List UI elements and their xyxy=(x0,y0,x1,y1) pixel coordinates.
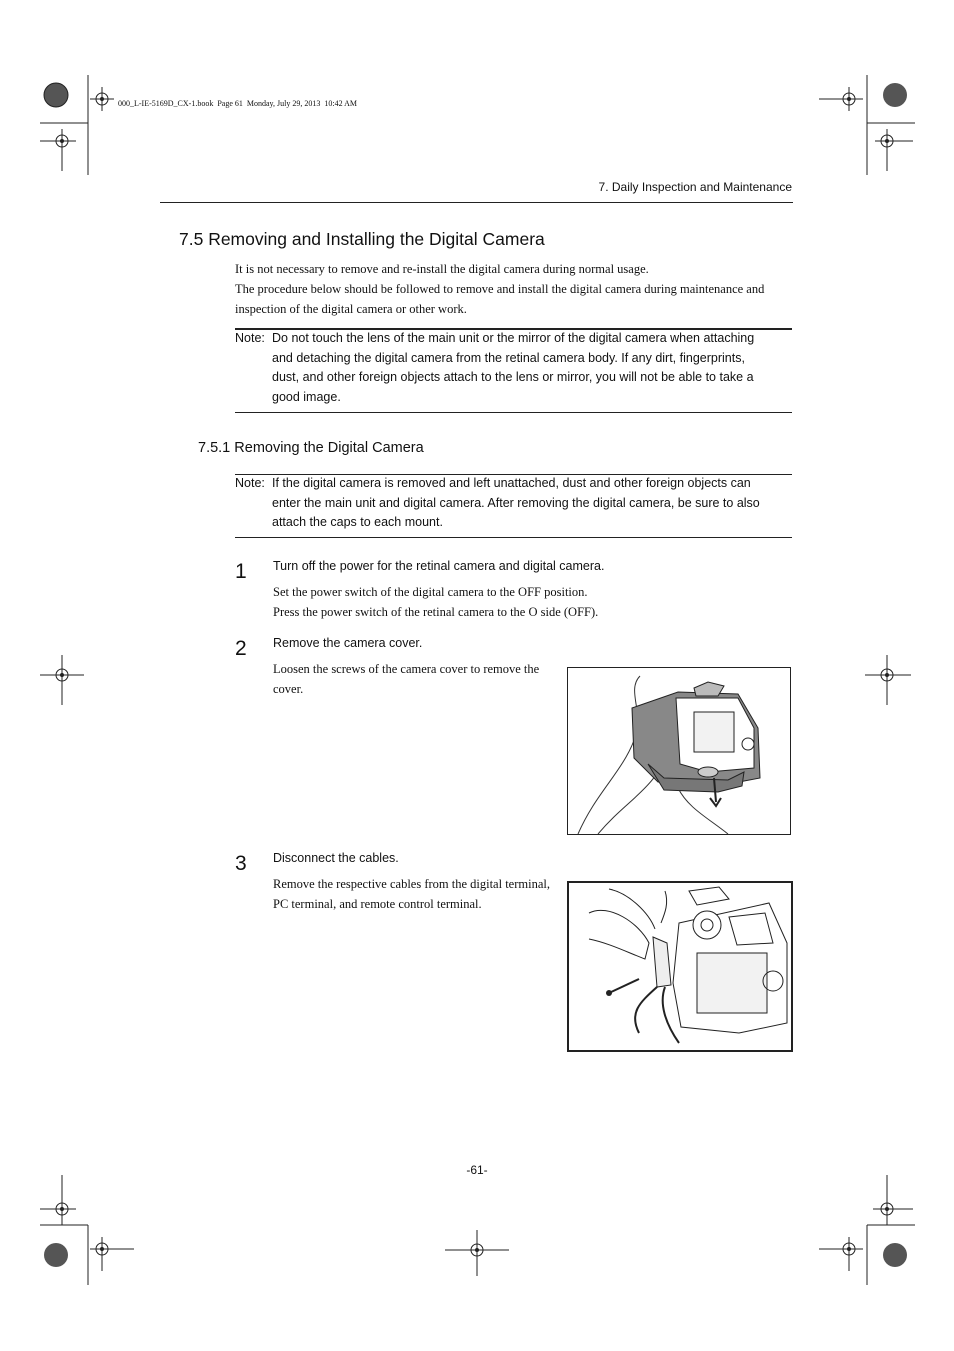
registration-mark-bottom-right xyxy=(815,1175,915,1285)
step-body xyxy=(273,874,563,914)
step-heading: Turn off the power for the retinal camera and digital camera. xyxy=(273,559,605,573)
running-header: 7. Daily Inspection and Maintenance xyxy=(598,180,792,194)
note-label: Note: xyxy=(235,331,265,345)
note-line: good image. xyxy=(272,389,341,404)
cable-disconnect-figure xyxy=(567,881,793,1052)
note-line: Do not touch the lens of the main unit or the mirror of the digital camera when attaching xyxy=(272,331,755,345)
registration-mark-top-right xyxy=(815,75,915,175)
step-line: PC terminal, and remote control terminal. xyxy=(273,897,482,911)
step-line: cover. xyxy=(273,682,304,696)
print-info: 000_L-IE-5169D_CX-1.book Page 61 Monday, July 29, 2013 10:42 AM xyxy=(118,99,358,108)
registration-mark-middle-left xyxy=(40,655,90,705)
note-line: attach the caps to each mount. xyxy=(272,515,443,529)
step-line: Press the power switch of the retinal camera to the O side (OFF). xyxy=(273,605,599,619)
step-number: 1 xyxy=(235,560,247,583)
step-line: Loosen the screws of the camera cover to remove the xyxy=(273,662,540,676)
registration-mark-middle-right xyxy=(865,655,915,705)
subnote-bottom-rule xyxy=(235,537,792,538)
note-line: dust, and other foreign objects attach to the lens or mirror, you will not be able to take a xyxy=(272,370,754,384)
note-label: Note: xyxy=(235,476,265,490)
header-rule xyxy=(160,202,793,203)
section-intro xyxy=(235,259,795,319)
note-line: and detaching the digital camera from the retinal camera body. If any dirt, fingerprints, xyxy=(272,350,745,365)
step-number: 2 xyxy=(235,637,247,660)
section-title: 7.5 Removing and Installing the Digital Camera xyxy=(179,229,545,249)
step-number: 3 xyxy=(235,852,247,875)
camera-cover-figure xyxy=(567,667,791,835)
intro-line: It is not necessary to remove and re-install the digital camera during normal usage. xyxy=(235,262,649,276)
step-heading: Disconnect the cables. xyxy=(273,851,399,865)
subsection-title: 7.5.1 Removing the Digital Camera xyxy=(198,440,424,456)
intro-line: inspection of the digital camera or other work. xyxy=(235,302,467,316)
step-body xyxy=(273,582,793,622)
note-bottom-rule xyxy=(235,412,792,413)
step-body xyxy=(273,659,563,699)
registration-mark-bottom-left xyxy=(40,1175,180,1285)
intro-line: The procedure below should be followed to remove and install the digital camera during maintenance and xyxy=(235,282,765,296)
step-line: Remove the respective cables from the digital terminal, xyxy=(273,877,550,891)
note-line: enter the main unit and digital camera. After removing the digital camera, be sure to also xyxy=(272,495,760,510)
registration-mark-bottom-center xyxy=(445,1230,509,1280)
note-line: If the digital camera is removed and left unattached, dust and other foreign objects can xyxy=(272,476,751,490)
page-number: -61- xyxy=(466,1163,488,1177)
step-line: Set the power switch of the digital camera to the OFF position. xyxy=(273,585,588,599)
step-heading: Remove the camera cover. xyxy=(273,636,423,650)
registration-mark-top-left xyxy=(40,75,180,175)
